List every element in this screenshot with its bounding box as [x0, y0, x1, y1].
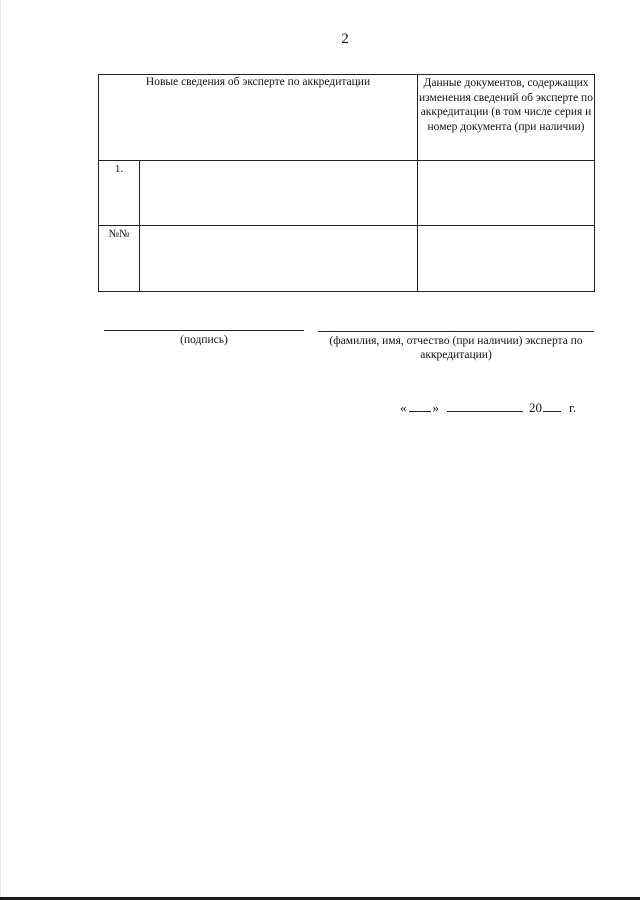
row-number: №№ [99, 226, 140, 292]
month-blank[interactable] [447, 399, 523, 412]
documents-cell[interactable] [418, 161, 595, 226]
table-row [99, 226, 595, 292]
table-header-row [99, 75, 595, 161]
signature-line[interactable] [104, 330, 304, 331]
year-prefix: 20 [529, 400, 542, 415]
full-name-line[interactable] [318, 331, 594, 332]
date-close-quote: » [432, 400, 439, 415]
expert-info-table [98, 74, 595, 292]
documents-cell[interactable] [418, 226, 595, 292]
scan-edge-left [0, 0, 1, 900]
date-open-quote: « [400, 400, 407, 415]
table-row [99, 161, 595, 226]
new-info-cell[interactable] [140, 226, 418, 292]
row-number: 1. [99, 161, 140, 226]
header-new-info: Новые сведения об эксперте по аккредитации [99, 75, 418, 161]
new-info-cell[interactable] [140, 161, 418, 226]
signature-caption: (подпись) [180, 334, 228, 346]
year-blank[interactable] [543, 399, 561, 412]
date-field[interactable] [400, 399, 590, 416]
header-documents: Данные документов, содержащих изменения сведений об эксперте по аккредитации (в том числе серия и номер документа (при наличии) [418, 75, 595, 161]
page-number: 2 [341, 31, 349, 47]
day-blank[interactable] [409, 399, 431, 412]
full-name-caption: (фамилия, имя, отчество (при наличии) эксперта по аккредитации) [329, 335, 583, 361]
year-suffix: г. [569, 400, 577, 415]
